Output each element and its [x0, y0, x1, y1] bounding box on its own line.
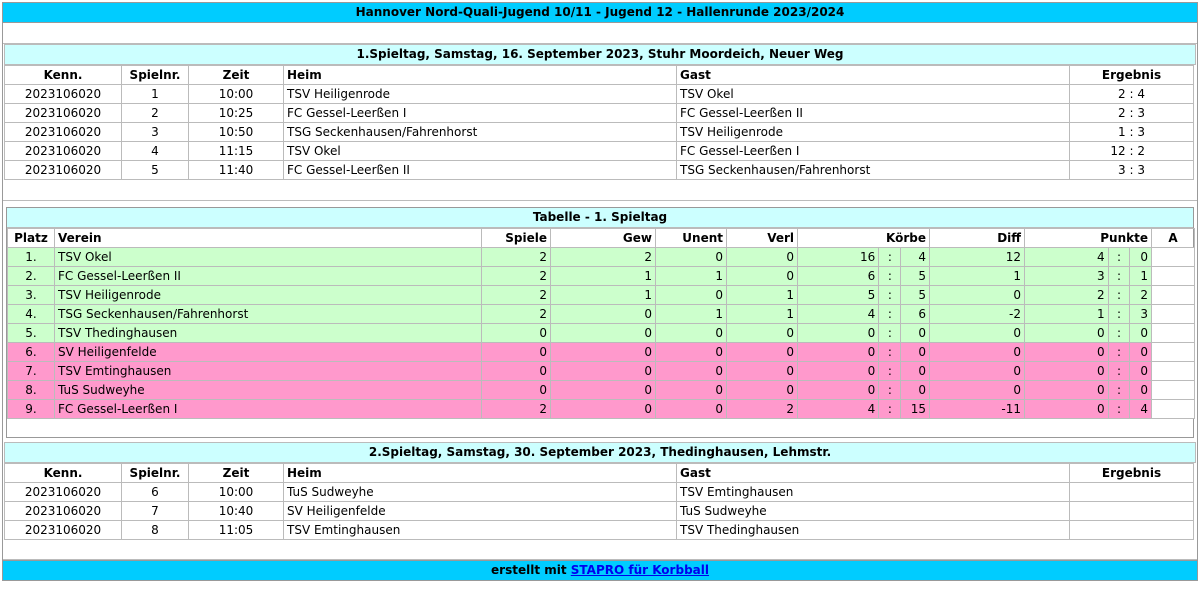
team-baskets-for: 6 — [798, 267, 879, 286]
col-unent: Unent — [656, 229, 727, 248]
team-losses: 0 — [727, 267, 798, 286]
team-losses: 1 — [727, 286, 798, 305]
team-diff: 0 — [930, 343, 1025, 362]
game-guest: FC Gessel-Leerßen II — [677, 104, 1070, 123]
team-name: TuS Sudweyhe — [55, 381, 482, 400]
game-guest: TSV Emtinghausen — [677, 483, 1070, 502]
standings-spacer — [7, 419, 1193, 437]
game-kenn: 2023106020 — [5, 123, 122, 142]
game-home: TSV Heiligenrode — [284, 85, 677, 104]
team-wins: 2 — [551, 248, 656, 267]
team-games: 0 — [482, 362, 551, 381]
result-separator: : — [1125, 163, 1138, 177]
team-baskets-for: 0 — [798, 381, 879, 400]
team-points-against: 0 — [1130, 248, 1152, 267]
team-points-for: 0 — [1025, 362, 1109, 381]
team-points-against: 0 — [1130, 343, 1152, 362]
baskets-separator: : — [879, 400, 901, 419]
team-losses: 0 — [727, 248, 798, 267]
team-name: FC Gessel-Leerßen II — [55, 267, 482, 286]
standings-row — [8, 343, 1195, 362]
standings-row — [8, 400, 1195, 419]
baskets-separator: : — [879, 381, 901, 400]
game-nr: 4 — [122, 142, 189, 161]
points-separator: : — [1108, 248, 1130, 267]
team-points-against: 1 — [1130, 267, 1152, 286]
team-a — [1152, 343, 1195, 362]
col-koerbe: Körbe — [798, 229, 930, 248]
team-a — [1152, 248, 1195, 267]
team-baskets-for: 16 — [798, 248, 879, 267]
team-diff: 1 — [930, 267, 1025, 286]
game-kenn: 2023106020 — [5, 483, 122, 502]
game-home: SV Heiligenfelde — [284, 502, 677, 521]
team-name: FC Gessel-Leerßen I — [55, 400, 482, 419]
col-gew: Gew — [551, 229, 656, 248]
points-separator: : — [1108, 343, 1130, 362]
standings-row — [8, 381, 1195, 400]
team-losses: 1 — [727, 305, 798, 324]
team-baskets-against: 0 — [901, 362, 930, 381]
team-losses: 2 — [727, 400, 798, 419]
baskets-separator: : — [879, 248, 901, 267]
game-time: 10:40 — [189, 502, 284, 521]
game-home: TSV Emtinghausen — [284, 521, 677, 540]
team-losses: 0 — [727, 343, 798, 362]
game-kenn: 2023106020 — [5, 142, 122, 161]
team-draws: 0 — [656, 400, 727, 419]
team-points-against: 3 — [1130, 305, 1152, 324]
team-rank: 9. — [8, 400, 55, 419]
team-baskets-against: 5 — [901, 286, 930, 305]
team-losses: 0 — [727, 362, 798, 381]
team-draws: 0 — [656, 343, 727, 362]
team-draws: 1 — [656, 305, 727, 324]
team-rank: 8. — [8, 381, 55, 400]
team-points-against: 0 — [1130, 324, 1152, 343]
team-baskets-for: 5 — [798, 286, 879, 305]
team-name: TSV Okel — [55, 248, 482, 267]
team-points-against: 0 — [1130, 362, 1152, 381]
spieltag2-title: 2.Spieltag, Samstag, 30. September 2023, Thedinghausen, Lehmstr. — [4, 442, 1196, 463]
game-row — [5, 142, 1194, 161]
col-kenn: Kenn. — [5, 66, 122, 85]
game-result — [1070, 104, 1194, 123]
team-diff: -2 — [930, 305, 1025, 324]
team-baskets-against: 0 — [901, 324, 930, 343]
result-score — [1102, 125, 1162, 139]
game-row — [5, 85, 1194, 104]
game-kenn: 2023106020 — [5, 85, 122, 104]
result-home: 2 — [1118, 106, 1126, 120]
footer-prefix: erstellt mit — [491, 563, 571, 577]
team-games: 0 — [482, 381, 551, 400]
game-home: TuS Sudweyhe — [284, 483, 677, 502]
game-time: 10:00 — [189, 483, 284, 502]
team-games: 2 — [482, 305, 551, 324]
standings-row — [8, 305, 1195, 324]
team-baskets-against: 4 — [901, 248, 930, 267]
team-baskets-against: 0 — [901, 381, 930, 400]
page-frame — [2, 2, 1198, 581]
team-games: 2 — [482, 267, 551, 286]
team-diff: 0 — [930, 381, 1025, 400]
result-guest: 4 — [1137, 87, 1145, 101]
team-diff: 0 — [930, 324, 1025, 343]
game-guest: TSV Thedinghausen — [677, 521, 1070, 540]
team-games: 2 — [482, 400, 551, 419]
footer — [3, 560, 1197, 580]
team-points-against: 4 — [1130, 400, 1152, 419]
team-points-for: 0 — [1025, 324, 1109, 343]
team-diff: 0 — [930, 362, 1025, 381]
game-result — [1070, 85, 1194, 104]
game-time: 11:40 — [189, 161, 284, 180]
team-name: TSV Heiligenrode — [55, 286, 482, 305]
page-title: Hannover Nord-Quali-Jugend 10/11 - Jugend 12 - Hallenrunde 2023/2024 — [3, 3, 1197, 23]
game-time: 10:50 — [189, 123, 284, 142]
game-result — [1070, 161, 1194, 180]
result-guest: 3 — [1137, 125, 1145, 139]
team-baskets-for: 0 — [798, 324, 879, 343]
team-wins: 0 — [551, 400, 656, 419]
game-row — [5, 502, 1194, 521]
team-points-for: 0 — [1025, 381, 1109, 400]
team-wins: 0 — [551, 362, 656, 381]
team-rank: 2. — [8, 267, 55, 286]
team-points-against: 2 — [1130, 286, 1152, 305]
game-nr: 5 — [122, 161, 189, 180]
result-guest: 3 — [1137, 163, 1145, 177]
team-name: TSV Thedinghausen — [55, 324, 482, 343]
team-baskets-against: 5 — [901, 267, 930, 286]
team-a — [1152, 324, 1195, 343]
game-kenn: 2023106020 — [5, 161, 122, 180]
team-points-for: 2 — [1025, 286, 1109, 305]
team-draws: 1 — [656, 267, 727, 286]
standings-row — [8, 267, 1195, 286]
baskets-separator: : — [879, 267, 901, 286]
game-row — [5, 483, 1194, 502]
team-rank: 7. — [8, 362, 55, 381]
team-wins: 0 — [551, 381, 656, 400]
team-games: 2 — [482, 286, 551, 305]
team-games: 0 — [482, 343, 551, 362]
team-wins: 0 — [551, 324, 656, 343]
team-games: 2 — [482, 248, 551, 267]
col-ergebnis: Ergebnis — [1070, 464, 1194, 483]
team-points-for: 3 — [1025, 267, 1109, 286]
game-kenn: 2023106020 — [5, 521, 122, 540]
col-spiele: Spiele — [482, 229, 551, 248]
team-a — [1152, 267, 1195, 286]
team-diff: -11 — [930, 400, 1025, 419]
col-gast: Gast — [677, 464, 1070, 483]
game-nr: 6 — [122, 483, 189, 502]
result-separator: : — [1125, 125, 1138, 139]
spieltag2-header-row — [5, 464, 1194, 483]
game-result — [1070, 502, 1194, 521]
team-baskets-for: 4 — [798, 305, 879, 324]
spieltag1-header-row — [5, 66, 1194, 85]
points-separator: : — [1108, 400, 1130, 419]
team-draws: 0 — [656, 381, 727, 400]
result-home: 3 — [1118, 163, 1126, 177]
points-separator: : — [1108, 324, 1130, 343]
spacer — [3, 180, 1197, 201]
team-baskets-for: 0 — [798, 362, 879, 381]
game-guest: TSV Okel — [677, 85, 1070, 104]
team-a — [1152, 362, 1195, 381]
team-a — [1152, 400, 1195, 419]
game-nr: 1 — [122, 85, 189, 104]
col-punkte: Punkte — [1025, 229, 1152, 248]
team-points-for: 0 — [1025, 343, 1109, 362]
game-nr: 8 — [122, 521, 189, 540]
result-score — [1102, 163, 1162, 177]
standings-box — [6, 207, 1194, 438]
spacer — [3, 540, 1197, 560]
game-home: TSG Seckenhausen/Fahrenhorst — [284, 123, 677, 142]
spieltag1-title: 1.Spieltag, Samstag, 16. September 2023, Stuhr Moordeich, Neuer Weg — [4, 44, 1196, 65]
game-guest: FC Gessel-Leerßen I — [677, 142, 1070, 161]
game-home: FC Gessel-Leerßen I — [284, 104, 677, 123]
team-name: TSG Seckenhausen/Fahrenhorst — [55, 305, 482, 324]
team-draws: 0 — [656, 362, 727, 381]
team-baskets-against: 0 — [901, 343, 930, 362]
game-time: 11:15 — [189, 142, 284, 161]
baskets-separator: : — [879, 286, 901, 305]
team-rank: 4. — [8, 305, 55, 324]
game-home: TSV Okel — [284, 142, 677, 161]
team-name: SV Heiligenfelde — [55, 343, 482, 362]
team-wins: 0 — [551, 343, 656, 362]
spacer — [3, 23, 1197, 44]
standings-row — [8, 286, 1195, 305]
col-gast: Gast — [677, 66, 1070, 85]
col-heim: Heim — [284, 464, 677, 483]
team-losses: 0 — [727, 381, 798, 400]
col-spielnr: Spielnr. — [122, 464, 189, 483]
team-points-for: 1 — [1025, 305, 1109, 324]
team-diff: 0 — [930, 286, 1025, 305]
result-home: 1 — [1118, 125, 1126, 139]
col-platz: Platz — [8, 229, 55, 248]
team-points-for: 4 — [1025, 248, 1109, 267]
col-ergebnis: Ergebnis — [1070, 66, 1194, 85]
col-kenn: Kenn. — [5, 464, 122, 483]
team-a — [1152, 381, 1195, 400]
result-score — [1102, 87, 1162, 101]
points-separator: : — [1108, 362, 1130, 381]
points-separator: : — [1108, 381, 1130, 400]
col-verl: Verl — [727, 229, 798, 248]
game-kenn: 2023106020 — [5, 104, 122, 123]
game-result — [1070, 521, 1194, 540]
team-draws: 0 — [656, 248, 727, 267]
team-wins: 1 — [551, 267, 656, 286]
game-kenn: 2023106020 — [5, 502, 122, 521]
game-row — [5, 521, 1194, 540]
team-draws: 0 — [656, 324, 727, 343]
result-score — [1102, 144, 1162, 158]
spieltag2-table — [4, 463, 1194, 540]
points-separator: : — [1108, 305, 1130, 324]
team-wins: 1 — [551, 286, 656, 305]
standings-title: Tabelle - 1. Spieltag — [7, 208, 1193, 228]
col-verein: Verein — [55, 229, 482, 248]
team-baskets-against: 6 — [901, 305, 930, 324]
baskets-separator: : — [879, 324, 901, 343]
team-games: 0 — [482, 324, 551, 343]
result-home: 2 — [1118, 87, 1126, 101]
spieltag1-table — [4, 65, 1194, 180]
baskets-separator: : — [879, 305, 901, 324]
game-nr: 2 — [122, 104, 189, 123]
points-separator: : — [1108, 286, 1130, 305]
game-guest: TuS Sudweyhe — [677, 502, 1070, 521]
col-spielnr: Spielnr. — [122, 66, 189, 85]
result-separator: : — [1125, 106, 1138, 120]
game-row — [5, 161, 1194, 180]
col-diff: Diff — [930, 229, 1025, 248]
standings-row — [8, 362, 1195, 381]
game-result — [1070, 142, 1194, 161]
result-home: 12 — [1110, 144, 1126, 158]
team-baskets-for: 0 — [798, 343, 879, 362]
game-result — [1070, 483, 1194, 502]
baskets-separator: : — [879, 343, 901, 362]
team-losses: 0 — [727, 324, 798, 343]
team-points-against: 0 — [1130, 381, 1152, 400]
col-heim: Heim — [284, 66, 677, 85]
game-guest: TSG Seckenhausen/Fahrenhorst — [677, 161, 1070, 180]
team-a — [1152, 305, 1195, 324]
points-separator: : — [1108, 267, 1130, 286]
standings-table — [7, 228, 1195, 419]
team-rank: 5. — [8, 324, 55, 343]
game-nr: 7 — [122, 502, 189, 521]
team-points-for: 0 — [1025, 400, 1109, 419]
standings-header-row — [8, 229, 1195, 248]
team-rank: 1. — [8, 248, 55, 267]
team-baskets-against: 15 — [901, 400, 930, 419]
baskets-separator: : — [879, 362, 901, 381]
game-guest: TSV Heiligenrode — [677, 123, 1070, 142]
team-draws: 0 — [656, 286, 727, 305]
col-a: A — [1152, 229, 1195, 248]
standings-row — [8, 248, 1195, 267]
game-time: 11:05 — [189, 521, 284, 540]
game-time: 10:00 — [189, 85, 284, 104]
col-zeit: Zeit — [189, 464, 284, 483]
team-name: TSV Emtinghausen — [55, 362, 482, 381]
team-wins: 0 — [551, 305, 656, 324]
stapro-link[interactable]: STAPRO für Korbball — [570, 563, 709, 577]
team-rank: 6. — [8, 343, 55, 362]
game-result — [1070, 123, 1194, 142]
team-a — [1152, 286, 1195, 305]
game-row — [5, 123, 1194, 142]
result-guest: 2 — [1137, 144, 1145, 158]
result-guest: 3 — [1137, 106, 1145, 120]
result-score — [1102, 106, 1162, 120]
team-diff: 12 — [930, 248, 1025, 267]
result-separator: : — [1125, 87, 1138, 101]
game-row — [5, 104, 1194, 123]
game-nr: 3 — [122, 123, 189, 142]
team-rank: 3. — [8, 286, 55, 305]
team-baskets-for: 4 — [798, 400, 879, 419]
game-time: 10:25 — [189, 104, 284, 123]
standings-row — [8, 324, 1195, 343]
col-zeit: Zeit — [189, 66, 284, 85]
result-separator: : — [1125, 144, 1138, 158]
game-home: FC Gessel-Leerßen II — [284, 161, 677, 180]
